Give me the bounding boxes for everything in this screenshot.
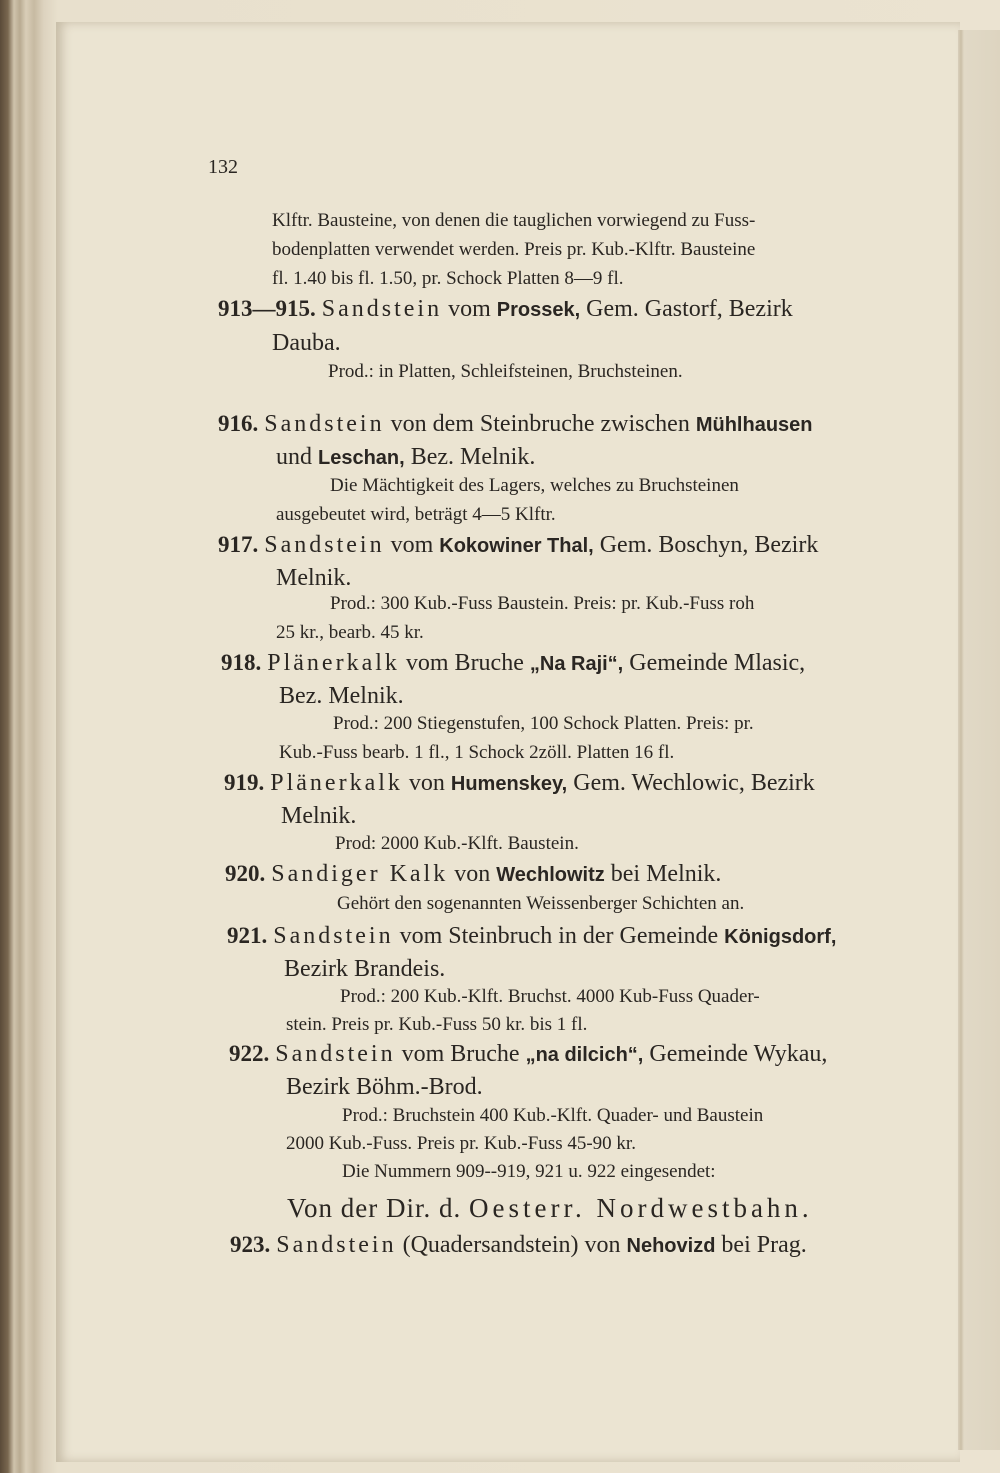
entry-production: Prod.: 200 Stiegenstufen, 100 Schock Platten. Preis: pr. (333, 713, 754, 734)
entry-916 (218, 412, 813, 436)
entry-text: Gemeinde Wykau, (649, 1041, 828, 1067)
entry-location: Dauba. (272, 330, 341, 356)
entry-921 (227, 924, 836, 948)
entry-location: Bez. Melnik. (279, 683, 404, 709)
entry-production: 2000 Kub.-Fuss. Preis pr. Kub.-Fuss 45-90 kr. (286, 1133, 636, 1154)
entry-material: Sandstein (321, 296, 443, 322)
entry-material: Sandiger Kalk (271, 861, 449, 887)
entry-text: von (454, 861, 491, 887)
entry-production: 25 kr., bearb. 45 kr. (276, 622, 424, 643)
text-line: Klftr. Bausteine, von denen die tauglichen vorwiegend zu Fuss- (272, 210, 756, 231)
entry-location: Bezirk Böhm.-Brod. (286, 1074, 483, 1100)
entry-material: Plänerkalk (267, 650, 400, 676)
entry-number: 923. (230, 1232, 271, 1257)
entry-number: 918. (221, 650, 262, 675)
entry-production: Prod.: in Platten, Schleifsteinen, Bruchsteinen. (328, 361, 683, 382)
entry-text: vom Steinbruch in der Gemeinde (399, 923, 719, 949)
entry-material: Plänerkalk (270, 770, 403, 796)
entry-production: Prod.: Bruchstein 400 Kub.-Klft. Quader- und Baustein (342, 1105, 764, 1126)
entry-place: Humenskey, (450, 773, 568, 795)
entry-923 (230, 1233, 807, 1257)
entry-number: 921. (227, 923, 268, 948)
entry-material: Sandstein (264, 411, 385, 437)
entry-production: Prod.: 200 Kub.-Klft. Bruchst. 4000 Kub-Fuss Quader- (340, 986, 760, 1007)
entry-place: Königsdorf, (724, 926, 837, 948)
entry-920 (225, 862, 721, 886)
entry-text: vom Bruche (401, 1041, 520, 1067)
entry-number: 920. (225, 861, 266, 886)
entry-text: von (408, 770, 445, 796)
entry-material: Sandstein (264, 532, 385, 558)
entry-place: „na dilcich“, (525, 1044, 644, 1066)
entry-place: Kokowiner Thal, (439, 535, 594, 557)
text-line: fl. 1.40 bis fl. 1.50, pr. Schock Platten 8—9 fl. (272, 268, 624, 289)
entry-material: Sandstein (276, 1232, 397, 1258)
section-heading-name: Oesterr. Nordwestbahn. (469, 1193, 813, 1223)
page-number: 132 (208, 156, 238, 178)
entry-location: Melnik. (281, 803, 357, 829)
entry-918 (221, 651, 805, 675)
entry-location: Bezirk Brandeis. (284, 956, 446, 982)
entry-location: Melnik. (276, 565, 352, 591)
entry-text: Bez. Melnik. (410, 444, 536, 470)
entry-place: „Na Raji“, (529, 653, 624, 675)
entry-number: 916. (218, 411, 259, 436)
entry-text: Gem. Gastorf, Bezirk (586, 296, 793, 322)
submission-note: Die Nummern 909--919, 921 u. 922 eingesendet: (342, 1161, 716, 1182)
entry-text: Gemeinde Mlasic, (629, 650, 806, 676)
entry-text: bei Prag. (721, 1232, 807, 1258)
entry-919 (224, 771, 815, 795)
entry-number: 913—915. (218, 296, 316, 321)
section-heading-prefix: Von der Dir. d. (287, 1193, 462, 1223)
entry-production: Prod.: 300 Kub.-Fuss Baustein. Preis: pr. Kub.-Fuss roh (330, 593, 755, 614)
entry-place: Prossek, (496, 299, 581, 321)
entry-place: Mühlhausen (695, 414, 813, 436)
entry-place: Wechlowitz (496, 864, 605, 886)
entry-text: vom (448, 296, 491, 322)
entry-number: 919. (224, 770, 265, 795)
entry-917 (218, 533, 818, 557)
entry-location (276, 445, 535, 469)
entry-material: Sandstein (275, 1041, 396, 1067)
entry-text: vom (390, 532, 434, 558)
entry-text: vom Bruche (405, 650, 524, 676)
entry-material: Sandstein (273, 923, 394, 949)
text-line: bodenplatten verwendet werden. Preis pr. Kub.-Klftr. Bausteine (272, 239, 756, 260)
entry-text: Gem. Boschyn, Bezirk (599, 532, 819, 558)
entry-description: Die Mächtigkeit des Lagers, welches zu Bruchsteinen (330, 475, 739, 496)
entry-description: ausgebeutet wird, beträgt 4—5 Klftr. (276, 504, 556, 525)
entry-production: stein. Preis pr. Kub.-Fuss 50 kr. bis 1 fl. (286, 1014, 588, 1035)
entry-text: von dem Steinbruche zwischen (390, 411, 690, 437)
entry-production: Kub.-Fuss bearb. 1 fl., 1 Schock 2zöll. Platten 16 fl. (279, 742, 675, 763)
entry-production: Prod: 2000 Kub.-Klft. Baustein. (335, 833, 579, 854)
entry-number: 922. (229, 1041, 270, 1066)
entry-place: Nehovizd (626, 1235, 716, 1257)
section-heading (287, 1195, 813, 1222)
entry-text: bei Melnik. (610, 861, 722, 887)
entry-922 (229, 1042, 827, 1066)
entry-description: Gehört den sogenannten Weissenberger Schichten an. (337, 893, 745, 914)
entry-text: Gem. Wechlowic, Bezirk (573, 770, 815, 796)
facing-page-edge (958, 30, 1000, 1450)
entry-913 (218, 297, 793, 321)
entry-text: und (276, 444, 312, 470)
entry-place: Leschan, (318, 447, 405, 469)
entry-number: 917. (218, 532, 259, 557)
entry-text: (Quadersandstein) von (402, 1232, 621, 1258)
